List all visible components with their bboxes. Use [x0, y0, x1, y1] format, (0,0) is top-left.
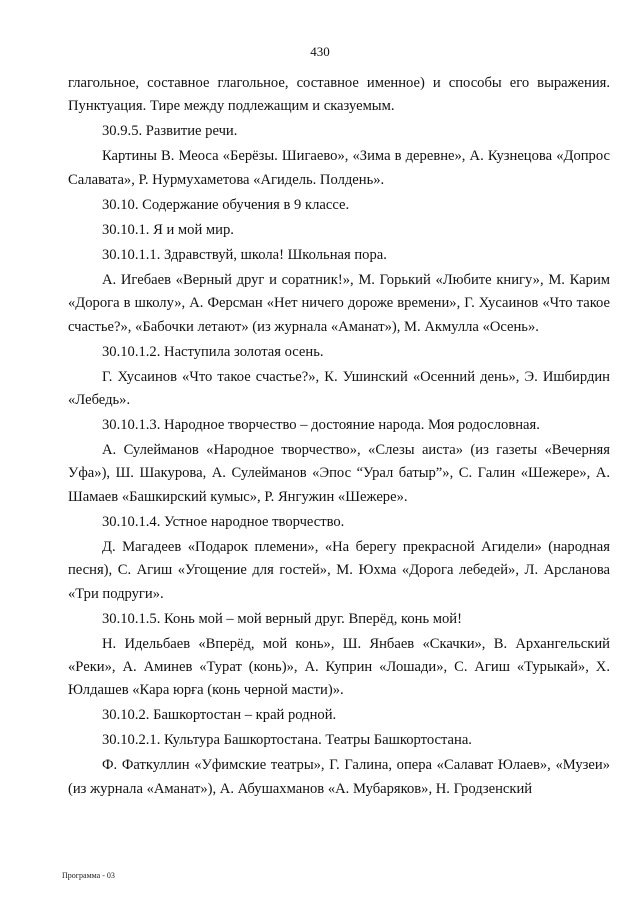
section-heading: 30.10. Содержание обучения в 9 классе.	[102, 196, 350, 213]
paragraph: Д. Магадеев «Подарок племени», «На берегу прекрасной Агидели» (народная песня), С. Агиш «Угощение для гостей», М. Юхма «Дорога лебедей», Л. Арсланова «Три подруги».	[68, 538, 610, 602]
section-heading: 30.10.1. Я и мой мир.	[102, 221, 234, 238]
document-body	[68, 72, 610, 803]
section-heading: 30.10.1.4. Устное народное творчество.	[102, 513, 345, 530]
paragraph: А. Игебаев «Верный друг и соратник!», М. Горький «Любите книгу», М. Карим «Дорога в школу», А. Ферсман «Нет ничего дороже времени», Г. Хусаинов «Что такое счастье?», «Бабочки летают» (из журнала «Аманат»), М. Акмулла «Осень».	[68, 271, 610, 335]
section-heading: 30.9.5. Развитие речи.	[102, 123, 238, 140]
section-heading: 30.10.1.3. Народное творчество – достояние народа. Моя родословная.	[102, 417, 540, 434]
paragraph: Н. Идельбаев «Вперёд, мой конь», Ш. Янбаев «Скачки», В. Архангельский «Реки», А. Аминев «Турат (конь)», А. Куприн «Лошади», С. Агиш «Турыкай», Х. Юлдашев «Кара юрға (конь черной масти)».	[68, 635, 610, 699]
page-number: 430	[310, 44, 330, 59]
section-heading: 30.10.2.1. Культура Башкортостана. Театры Башкортостана.	[102, 732, 472, 749]
section-heading: 30.10.2. Башкортостан – край родной.	[102, 707, 337, 724]
paragraph-continuation: глагольное, составное глагольное, составное именное) и способы его выражения. Пунктуация. Тире между подлежащим и сказуемым.	[68, 75, 610, 115]
paragraph: А. Сулейманов «Народное творчество», «Слезы аиста» (из газеты «Вечерняя Уфа»), Ш. Шакурова, А. Сулейманов «Эпос “Урал батыр”», С. Галин «Шежере», А. Шамаев «Башкирский кумыс», Р. Янгужин «Шежере».	[68, 442, 610, 505]
paragraph: Ф. Фаткуллин «Уфимские театры», Г. Галина, опера «Салават Юлаев», «Музеи» (из журнала «Аманат»), А. Абушахманов «А. Мубаряков», Н. Гродзенский	[68, 757, 610, 797]
section-heading: 30.10.1.2. Наступила золотая осень.	[102, 343, 324, 360]
section-heading: 30.10.1.5. Конь мой – мой верный друг. Вперёд, конь мой!	[102, 610, 462, 627]
section-heading: 30.10.1.1. Здравствуй, школа! Школьная пора.	[102, 246, 387, 263]
paragraph: Г. Хусаинов «Что такое счастье?», К. Ушинский «Осенний день», Э. Ишбирдин «Лебедь».	[68, 368, 610, 409]
paragraph: Картины В. Меоса «Берёзы. Шигаево», «Зима в деревне», А. Кузнецова «Допрос Салавата», Р. Нурмухаметова «Агидель. Полдень».	[68, 148, 610, 188]
footer-label: Программа - 03	[62, 871, 115, 880]
